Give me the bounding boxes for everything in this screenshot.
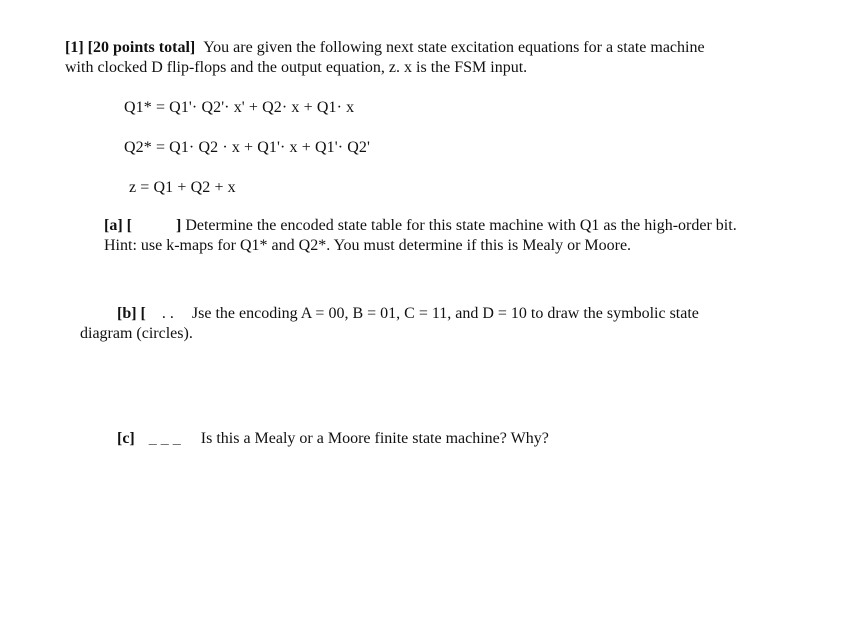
part-b-text: Jse the encoding A = 00, B = 01, C = 11, and D = 10 to draw the symbolic state [191, 305, 699, 322]
equation-z: z = Q1 + Q2 + x [129, 179, 236, 196]
problem-intro-line-2: with clocked D flip-flops and the output equation, z. x is the FSM input. [65, 59, 528, 76]
part-b-marks: . . [161, 305, 174, 322]
part-a-text: Determine the encoded state table for this state machine with Q1 as the high-order bit. [185, 217, 737, 234]
problem-label: [1] [20 points total] [65, 39, 196, 56]
part-c-text: Is this a Mealy or a Moore finite state machine? Why? [200, 430, 549, 447]
part-b-line-2: diagram (circles). [80, 325, 193, 342]
part-c-marks: _ _ _ [148, 430, 181, 447]
part-a-line-1 [104, 216, 737, 236]
equation-q1: Q1* = Q1'· Q2'· x' + Q2· x + Q1· x [124, 99, 355, 116]
part-c-line [117, 429, 549, 449]
part-b-label: [b] [ [117, 305, 146, 322]
problem-intro-line-1 [65, 38, 705, 58]
part-a-label: [a] [ [104, 217, 132, 234]
part-b-line-1 [117, 304, 699, 324]
problem-intro-text: You are given the following next state excitation equations for a state machine [203, 39, 705, 56]
equation-q2: Q2* = Q1· Q2 · x + Q1'· x + Q1'· Q2' [124, 139, 370, 156]
part-a-line-2: Hint: use k-maps for Q1* and Q2*. You must determine if this is Mealy or Moore. [104, 237, 632, 254]
part-a-label-end: ] [175, 217, 182, 234]
part-c-label: [c] [117, 430, 135, 447]
